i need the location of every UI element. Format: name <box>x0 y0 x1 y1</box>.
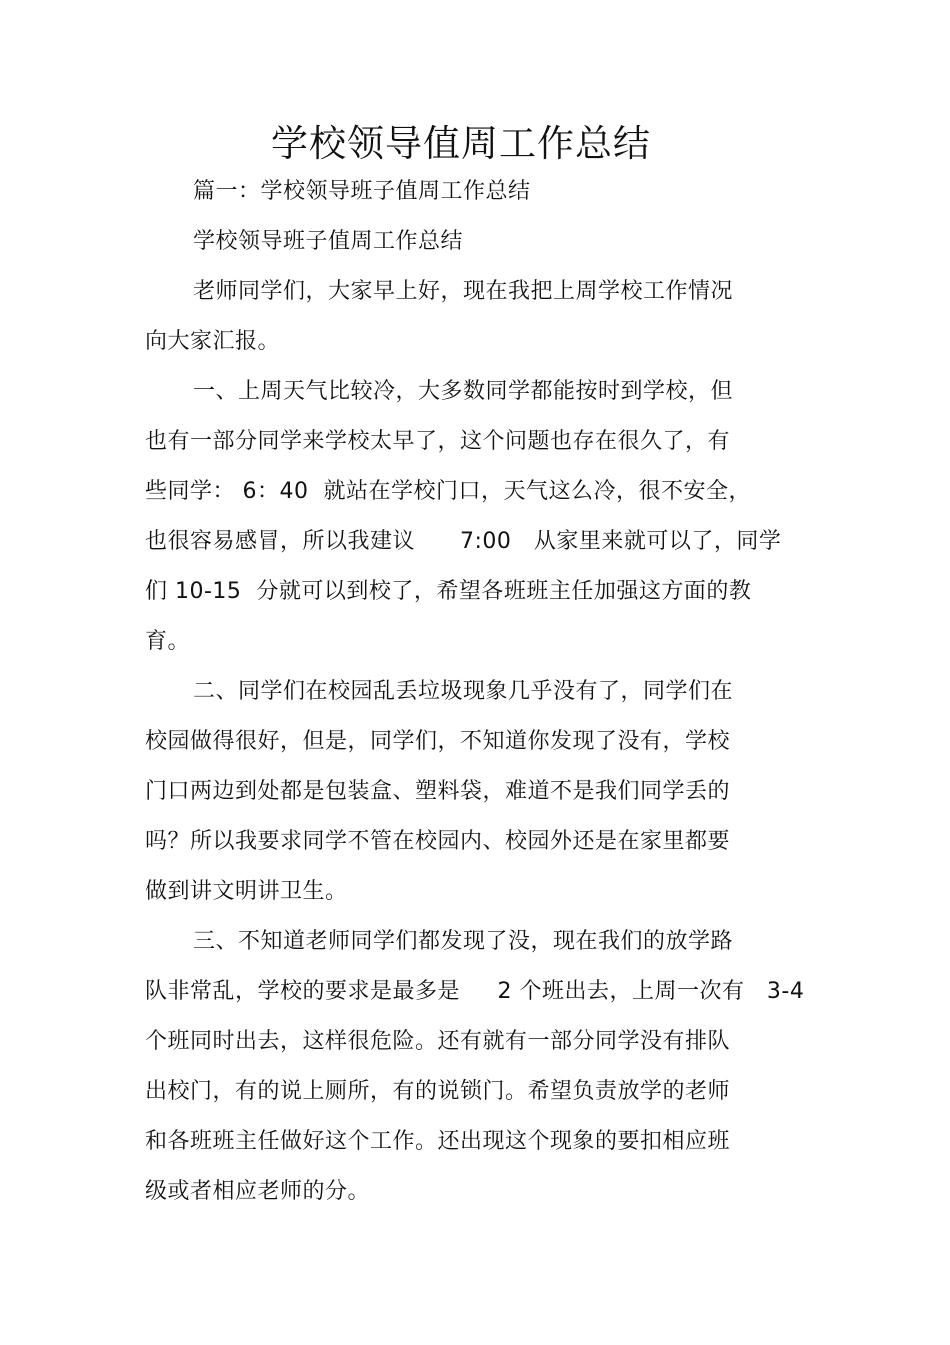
body-line: 向大家汇报。 <box>145 329 281 354</box>
section-heading: 篇一：学校领导班子值周工作总结 <box>193 179 531 204</box>
document-title: 学校领导值周工作总结 <box>271 122 651 165</box>
body-line: 也很容易感冒，所以我建议 7:00 从家里来就可以了，同学 <box>145 529 782 554</box>
body-line: 二、同学们在校园乱丢垃圾现象几乎没有了，同学们在 <box>193 679 734 704</box>
body-line: 育。 <box>145 629 191 654</box>
body-line: 三、不知道老师同学们都发现了没，现在我们的放学路 <box>193 929 734 954</box>
body-line: 个班同时出去，这样很危险。还有就有一部分同学没有排队 <box>145 1029 731 1054</box>
body-line: 出校门，有的说上厕所，有的说锁门。希望负责放学的老师 <box>145 1079 731 1104</box>
body-line: 们 10-15 分就可以到校了，希望各班班主任加强这方面的教 <box>145 579 752 604</box>
body-line: 老师同学们，大家早上好，现在我把上周学校工作情况 <box>193 279 734 304</box>
subtitle-line: 学校领导班子值周工作总结 <box>193 229 464 254</box>
body-line: 队非常乱，学校的要求是最多是 2 个班出去，上周一次有 3-4 <box>145 979 805 1004</box>
body-line: 校园做得很好，但是，同学们，不知道你发现了没有，学校 <box>145 729 731 754</box>
body-line: 做到讲文明讲卫生。 <box>145 879 348 904</box>
body-line: 吗？所以我要求同学不管在校园内、校园外还是在家里都要 <box>145 829 731 854</box>
body-line: 门口两边到处都是包装盒、塑料袋，难道不是我们同学丢的 <box>145 779 731 804</box>
body-line: 也有一部分同学来学校太早了，这个问题也存在很久了，有 <box>145 429 731 454</box>
body-line: 和各班班主任做好这个工作。还出现这个现象的要扣相应班 <box>145 1129 731 1154</box>
body-line: 级或者相应老师的分。 <box>145 1179 371 1204</box>
body-line: 些同学： 6：40 就站在学校门口，天气这么冷，很不安全， <box>145 479 751 504</box>
body-line: 一、上周天气比较冷，大多数同学都能按时到学校，但 <box>193 379 734 404</box>
